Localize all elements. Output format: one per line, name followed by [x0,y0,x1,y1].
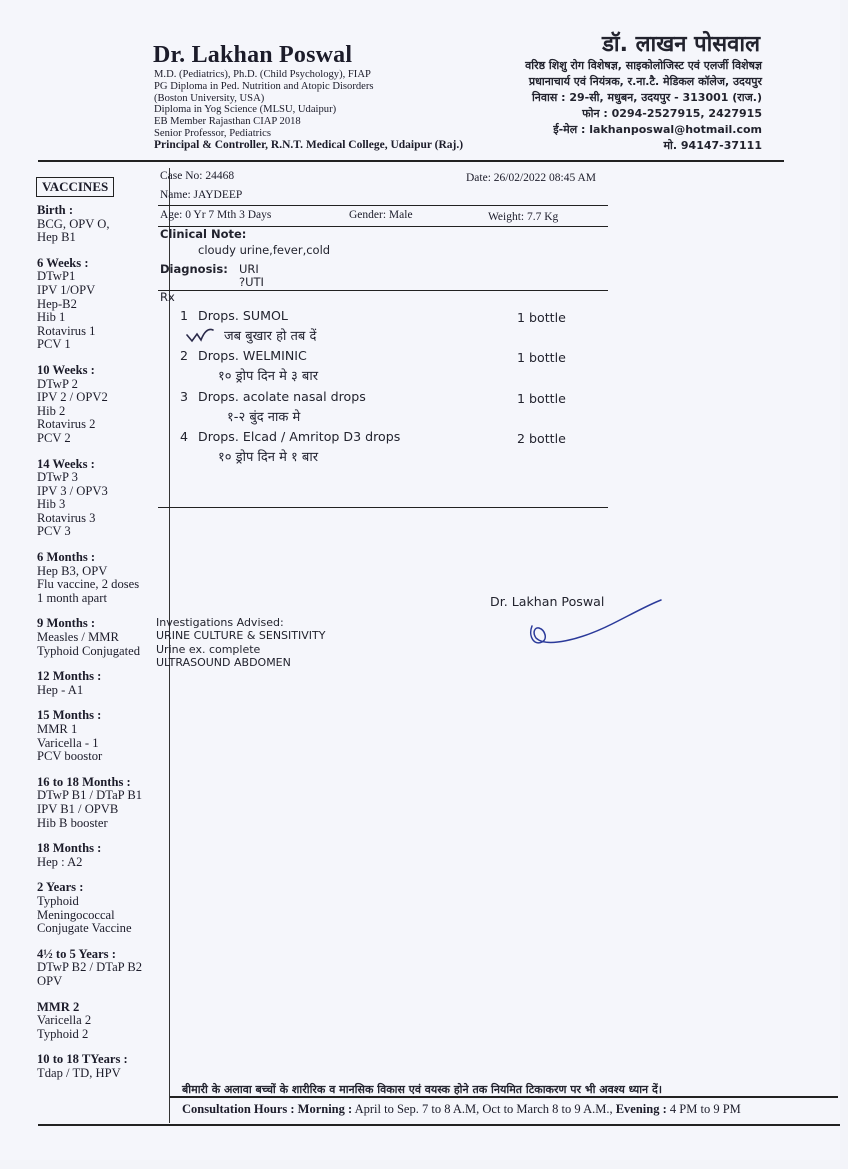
vaccine-item: Hib 3 [37,497,66,512]
vaccine-item: PCV boostor [37,749,103,764]
diagnosis-divider [158,290,608,291]
vaccine-item: Typhoid 2 [37,1026,89,1041]
vaccine-group [37,881,163,935]
vaccine-item: Rotavirus 3 [37,510,96,525]
vaccine-group [37,1001,163,1042]
vaccine-item: DTwP B2 / DTaP B2 [37,960,143,975]
vaccine-item: Typhoid Conjugated [37,643,141,658]
position-line: Principal & Controller, R.N.T. Medical College, Udaipur (Raj.) [154,138,464,151]
vaccine-group [37,617,163,658]
vaccine-item: Hep : A2 [37,854,83,869]
vaccine-group [37,458,163,540]
vaccine-item: OPV [37,973,63,988]
vaccine-item: BCG, OPV O, [37,216,110,231]
consultation-hours [182,1102,741,1117]
diagnosis-item: ?UTI [239,275,264,289]
vaccine-group [37,709,163,763]
vaccine-group [37,776,163,830]
investigations-label: Investigations Advised: [156,616,284,629]
vaccine-item: Conjugate Vaccine [37,921,132,936]
vaccine-item: Tdap / TD, HPV [37,1065,121,1080]
hindi-header-lines [525,58,762,154]
qualification-line: Diploma in Yog Science (MLSU, Udaipur) [154,104,337,116]
rx-number: 2 [180,348,189,363]
vaccine-group-heading: 9 Months : [37,616,96,631]
vaccine-item: Hib 1 [37,310,66,325]
vaccine-item: Varicella 2 [37,1013,92,1028]
investigation-item: ULTRASOUND ABDOMEN [156,656,291,670]
hindi-doctor-name: डॉ. लाखन पोसवाल [602,32,760,57]
vaccine-group-heading: 14 Weeks : [37,456,95,471]
hours-label: Consultation Hours : [182,1102,295,1116]
rx-instruction: १-२ बुंद नाक मे [227,410,301,425]
morning-label: Morning : [297,1102,353,1116]
vaccines-title: VACCINES [36,177,114,197]
vaccine-group-heading: 16 to 18 Months : [37,774,131,789]
morning-hours: April to Sep. 7 to 8 A.M, Oct to March 8 to 9 A.M., [354,1102,613,1116]
clinical-note-label: Clinical Note: [160,227,247,241]
qualification-line: EB Member Rajasthan CIAP 2018 [154,116,301,128]
vaccine-item: DTwP1 [37,269,76,284]
footer-divider [170,1096,838,1098]
vaccine-item: Hep-B2 [37,296,77,311]
vaccine-group [37,948,163,989]
vaccine-group [37,842,163,869]
rx-label: Rx [160,290,175,304]
vaccine-item: Hep B1 [37,230,76,245]
vaccine-group-heading: 2 Years : [37,880,84,895]
hindi-line: निवास : 29-सी, मधुबन, उदयपुर - 313001 (राज.) [531,91,762,104]
hindi-line: वरिष्ठ शिशु रोग विशेषज्ञ, साइकोलोजिस्ट एवं एलर्जी विशेषज्ञ [525,59,762,72]
patient-age: Age: 0 Yr 7 Mth 3 Days [160,209,272,221]
qualifications [154,69,463,152]
rx-quantity: 2 bottle [517,431,566,446]
vaccine-group-heading: 12 Months : [37,669,102,684]
hindi-line: फोन : 0294-2527915, 2427915 [582,107,762,120]
vaccine-item: Rotavirus 1 [37,323,96,338]
diagnosis-item: URI [239,262,259,276]
rx-number: 1 [180,308,189,323]
vaccine-item: PCV 3 [37,524,71,539]
vaccine-group-heading: 15 Months : [37,708,102,723]
vaccine-item: MMR 1 [37,722,78,736]
header-divider [38,160,784,162]
investigation-item: Urine ex. complete [156,642,261,656]
hindi-line: ई-मेल : lakhanposwal@hotmail.com [553,123,762,136]
hindi-line: प्रधानाचार्य एवं नियंत्रक, र.ना.टै. मेडिकल कॉलेज, उदयपुर [528,75,762,88]
vaccine-item: PCV 2 [37,430,71,445]
name-underline [158,205,608,206]
vaccine-item: Measles / MMR [37,630,119,645]
vaccine-group-heading: Birth : [37,203,74,217]
vaccine-group-heading: 10 to 18 TYears : [37,1052,128,1067]
rx-instruction: १० ड्रोप दिन मे ३ बार [218,369,319,384]
doctor-name: Dr. Lakhan Poswal [153,42,353,68]
vaccine-item: IPV 2 / OPV2 [37,390,108,405]
rx-drug: Drops. acolate nasal drops [198,389,366,404]
rx-drug: Drops. Elcad / Amritop D3 drops [198,429,401,444]
signature-icon [520,596,665,652]
vaccine-group-heading: 18 Months : [37,841,102,856]
vaccine-item: DTwP B1 / DTaP B1 [37,788,143,803]
qualification-line: (Boston University, USA) [154,92,265,104]
clinical-note: cloudy urine,fever,cold [198,243,331,257]
investigations-block [156,616,325,670]
bottom-divider [38,1124,840,1126]
qualification-line: PG Diploma in Ped. Nutrition and Atopic Disorders [154,80,374,92]
rx-number: 4 [180,429,189,444]
patient-weight: Weight: 7.7 Kg [488,211,559,223]
patient-gender: Gender: Male [349,209,413,221]
vaccine-item: IPV B1 / OPVB [37,801,119,816]
vaccine-group-heading: 6 Weeks : [37,255,89,270]
vaccine-schedule [37,204,163,1092]
vaccine-item: Hib B booster [37,815,108,830]
vaccine-group-heading: MMR 2 [37,999,80,1014]
qualification-line: M.D. (Pediatrics), Ph.D. (Child Psychology), FIAP [154,69,371,80]
rx-drug: Drops. WELMINIC [198,348,307,363]
vaccine-item: IPV 1/OPV [37,282,96,297]
vaccine-item: 1 month apart [37,590,107,605]
vaccine-item: Flu vaccine, 2 doses [37,577,140,592]
rx-quantity: 1 bottle [517,391,566,406]
evening-label: Evening : [615,1102,667,1116]
vaccine-group [37,551,163,605]
hindi-line: मो. 94147-37111 [663,139,762,152]
vaccine-item: Varicella - 1 [37,735,99,750]
vaccine-item: DTwP 3 [37,470,78,485]
vaccine-group [37,204,163,245]
vaccine-item: DTwP 2 [37,376,78,391]
qualification-line: Senior Professor, Pediatrics [154,127,271,139]
rx-instruction: जब बुखार हो तब दें [224,329,317,344]
vaccine-item: Typhoid [37,893,79,908]
vaccine-item: Meningococcal [37,907,115,922]
rx-end-divider [158,507,608,508]
evening-hours: 4 PM to 9 PM [669,1102,741,1116]
vaccine-group [37,1053,163,1080]
handwritten-check-icon [186,326,220,344]
vaccine-item: Rotavirus 2 [37,417,96,432]
rx-instruction: १० ड्रोप दिन मे १ बार [218,450,319,465]
vaccine-item: PCV 1 [37,337,71,352]
vaccine-group [37,364,163,446]
vaccine-group [37,670,163,697]
vaccine-group-heading: 10 Weeks : [37,362,95,377]
vaccine-item: IPV 3 / OPV3 [37,483,108,498]
vaccine-item: Hib 2 [37,403,66,418]
signature-name: Dr. Lakhan Poswal [490,594,605,609]
rx-quantity: 1 bottle [517,310,566,325]
patient-name: Name: JAYDEEP [160,189,243,201]
vaccine-group-heading: 6 Months : [37,550,96,565]
rx-drug: Drops. SUMOL [198,308,288,323]
vaccine-group [37,257,163,352]
rx-quantity: 1 bottle [517,350,566,365]
diagnosis-label: Diagnosis: [160,262,228,276]
case-number: Case No: 24468 [160,170,235,182]
vaccine-item: Hep - A1 [37,682,84,697]
footer-hindi-note: बीमारी के अलावा बच्चों के शारीरिक व मानसिक विकास एवं वयस्क होने तक नियमित टिकाकरण पर भी अवश्य ध्यान दें। [182,1083,662,1096]
visit-date: Date: 26/02/2022 08:45 AM [466,172,597,184]
vaccine-item: Hep B3, OPV [37,563,108,578]
rx-number: 3 [180,389,189,404]
investigation-item: URINE CULTURE & SENSITIVITY [156,629,326,643]
vaccine-group-heading: 4½ to 5 Years : [37,946,116,961]
